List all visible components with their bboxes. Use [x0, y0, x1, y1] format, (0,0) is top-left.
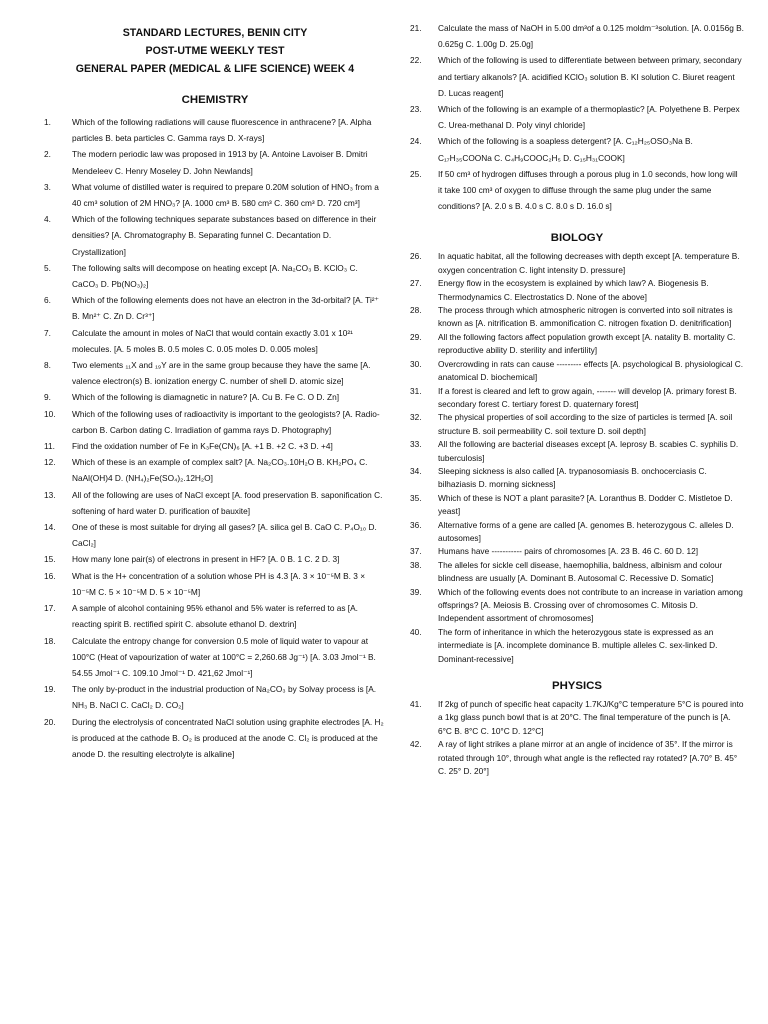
question-text: All the following factors affect population growth except [A. natality B. mortality C. reproductive ability D. sterility and infertility] [438, 331, 736, 356]
question-text: The following salts will decompose on heating except [A. Na₂CO₃ B. KClO₃ C. CaCO₃ D. Pb(NO₃)₂] [72, 262, 358, 290]
question-item [410, 626, 744, 666]
question-text: Which of the following elements does not have an electron in the 3d-orbital? [A. Ti²⁺ B. Mn²⁺ C. Zn D. Cr³⁺] [72, 295, 379, 322]
question-text: The alleles for sickle cell disease, haemophilia, baldness, albinism and colour blindness are usually [A. Dominant B. Autosomal C. Recessive D. Somatic] [438, 559, 723, 584]
question-text: A ray of light strikes a plane mirror at an angle of incidence of 35°. If the mirror is rotated through 10°, through what angle is the reflected ray rotated? [A.70° B. 45° C. 25° D. 20°] [438, 739, 738, 777]
question-text: Two elements ₁₁X and ₁₉Y are in the same group because they have the same [A. valence electron(s) B. ionization energy C. number of shell D. atomic size] [72, 360, 371, 387]
question-number: 37. [410, 546, 422, 557]
question-number: 42. [410, 739, 422, 750]
question-number: 29. [410, 331, 422, 342]
physics-question-list [410, 698, 744, 778]
question-text: The form of inheritance in which the heterozygous state is expressed as an intermediate is [A. incomplete dominance B. multiple alleles C. sex-linked D. Dominant-recessive] [438, 626, 718, 664]
question-text: Which of the following is a soapless detergent? [A. C₁₂H₂₅OSO₃Na B. C₁₇H₃₅COONa C. C₄H₉COOC₂H₅ D. C₁₅H₃₁COOK] [438, 136, 693, 163]
question-item [410, 358, 744, 385]
question-number: 24. [410, 136, 422, 147]
question-number: 3. [44, 181, 51, 192]
question-number: 1. [44, 117, 51, 127]
question-text: The process through which atmospheric nitrogen is converted into soil nitrates is known as [A. nitrification B. ammonification C. nitrogen fixation D. denitrification] [438, 305, 733, 329]
question-number: 8. [44, 360, 51, 371]
question-number: 33. [410, 439, 422, 450]
question-item [410, 133, 744, 165]
question-item [410, 519, 744, 546]
question-number: 11. [44, 441, 55, 452]
question-item [44, 519, 386, 551]
question-item [44, 389, 386, 405]
question-number: 26. [410, 251, 422, 262]
question-number: 15. [44, 554, 56, 565]
biology-question-list [410, 250, 744, 666]
question-item [410, 698, 744, 738]
header-line-2: POST-UTME WEEKLY TEST [145, 45, 285, 57]
question-item [44, 292, 386, 324]
document-header [44, 0, 386, 78]
question-number: 18. [44, 635, 56, 646]
question-item [44, 325, 386, 357]
question-number: 12. [44, 457, 56, 468]
question-item [410, 586, 744, 626]
header-line-1: STANDARD LECTURES, BENIN CITY [122, 27, 308, 39]
question-number: 39. [410, 586, 422, 597]
question-text: In aquatic habitat, all the following decreases with depth except [A. temperature B. oxygen concentration C. light intensity D. pressure] [438, 251, 740, 275]
question-text: The modern periodic law was proposed in 1913 by [A. Antoine Lavoiser B. Dmitri Mendeleev C. Henry Moseley D. John Newlands] [72, 149, 368, 176]
question-text: Which of the following is diamagnetic in nature? [A. Cu B. Fe C. O D. Zn] [72, 392, 339, 403]
question-item [44, 114, 386, 146]
question-text: If 50 cm³ of hydrogen diffuses through a porous plug in 1.0 seconds, how long will it take 100 cm³ of oxygen to diffuse through the same plug under the same conditions? [A. 2.0 s B. 4.0 s C. 8.0 s D. 16.0 s] [438, 168, 738, 212]
question-item [410, 20, 744, 52]
question-item [44, 487, 386, 519]
question-text: Alternative forms of a gene are called [A. genomes B. heterozygous C. alleles D. autosomes] [438, 519, 734, 543]
question-text: Find the oxidation number of Fe in K₃Fe(CN)₆ [A. +1 B. +2 C. +3 D. +4] [72, 441, 333, 452]
question-item [410, 492, 744, 519]
question-item [410, 331, 744, 358]
question-number: 10. [44, 408, 56, 419]
header-line-3: GENERAL PAPER (MEDICAL & LIFE SCIENCE) WEEK 4 [75, 63, 355, 75]
question-text: Which of these is an example of complex salt? [A. Na₂CO₃.10H₂O B. KH₂PO₄ C. NaAl(OH)4 D. (NH₄)₂Fe(SO₄)₂.12H₂O] [72, 457, 368, 484]
question-text: The physical properties of soil according to the size of particles is termed [A. soil structure B. soil permeability C. soil texture D. soil depth] [438, 412, 733, 436]
question-item [410, 277, 744, 304]
question-text: Calculate the amount in moles of NaCl that would contain exactly 3.01 x 10²¹ molecules. [A. 5 moles B. 0.5 moles C. 0.05 moles D. 0.005 moles] [72, 327, 353, 354]
chemistry-question-list-continued [410, 0, 744, 214]
question-text: During the electrolysis of concentrated NaCl solution using graphite electrodes [A. H₂ is produced at the cathode B. O₂ is produced at the anode C. Cl₂ is produced at the anode D. the resulting electrolyte is alkaline] [72, 716, 384, 759]
question-item [44, 179, 386, 211]
question-item [410, 545, 744, 558]
question-text: Which of the following radiations will cause fluorescence in anthracene? [A. Alpha particles B. beta particles C. Gamma rays D. X-rays] [72, 117, 372, 144]
question-item [44, 600, 386, 632]
question-text: Calculate the entropy change for conversion 0.5 mole of liquid water to vapour at 100°C (Heat of vapourization of water at 100°C = 2,260.68 Jg⁻¹) [A. 3.03 Jmol⁻¹ B. 54.55 Jmol⁻¹ C. 109.10 Jmol⁻¹ D. 421,62 Jmol⁻¹] [72, 635, 376, 678]
question-number: 6. [44, 295, 51, 306]
question-item [410, 465, 744, 492]
question-item [410, 250, 744, 277]
question-item [410, 166, 744, 215]
question-item [44, 568, 386, 600]
question-number: 13. [44, 489, 56, 500]
question-item [44, 357, 386, 389]
question-item [44, 714, 386, 763]
question-item [44, 260, 386, 292]
question-text: A sample of alcohol containing 95% ethanol and 5% water is referred to as [A. reacting spirit B. rectified spirit C. absolute ethanol D. dextrin] [72, 603, 358, 630]
question-number: 28. [410, 305, 422, 316]
question-item [44, 551, 386, 567]
section-title-chemistry: CHEMISTRY [181, 94, 249, 106]
question-number: 5. [44, 262, 51, 273]
question-item [44, 438, 386, 454]
question-item [44, 211, 386, 260]
question-text: Overcrowding in rats can cause --------- effects [A. psychological B. physiological C. anatomical D. biochemical] [438, 358, 744, 383]
question-text: All of the following are uses of NaCl except [A. food preservation B. saponification C. softening of hard water D. purification of bauxite] [72, 489, 383, 516]
question-number: 38. [410, 559, 422, 570]
question-text: How many lone pair(s) of electrons in present in HF? [A. 0 B. 1 C. 2 D. 3] [72, 554, 340, 565]
section-title-physics: PHYSICS [551, 680, 602, 693]
question-number: 35. [410, 492, 422, 503]
question-item [44, 146, 386, 178]
question-text: Sleeping sickness is also called [A. trypanosomiasis B. onchocerciasis C. bilhaziasis D. morning sickness] [438, 465, 707, 490]
section-title-biology: BIOLOGY [550, 232, 604, 245]
question-number: 32. [410, 412, 422, 423]
question-text: Which of these is NOT a plant parasite? [A. Loranthus B. Dodder C. Mistletoe D. yeast] [438, 492, 733, 517]
question-text: Which of the following is an example of a thermoplastic? [A. Polyethene B. Perpex C. Urea-methanal D. Poly vinyl chloride] [438, 104, 740, 131]
chemistry-question-list [44, 114, 386, 762]
question-item [410, 385, 744, 412]
question-number: 30. [410, 358, 422, 369]
question-number: 16. [44, 570, 56, 581]
question-number: 31. [410, 385, 422, 396]
question-number: 17. [44, 603, 56, 614]
question-item [44, 454, 386, 486]
question-text: Which of the following techniques separate substances based on difference in their densities? [A. Chromatography B. Separating funnel C. Decantation D. Crystallization] [72, 214, 377, 257]
question-number: 19. [44, 684, 56, 695]
question-item [44, 633, 386, 682]
question-text: What is the H+ concentration of a solution whose PH is 4.3 [A. 3 × 10⁻⁵M B. 3 × 10⁻⁵M C. 5 × 10⁻⁵M D. 5 × 10⁻⁵M] [72, 570, 366, 597]
question-number: 14. [44, 522, 56, 533]
question-number: 21. [410, 23, 422, 33]
question-number: 36. [410, 519, 422, 530]
question-item [410, 559, 744, 586]
question-number: 40. [410, 626, 422, 637]
question-text: What volume of distilled water is required to prepare 0.20M solution of HNO₃ from a 40 cm³ solution of 2M HNO₃? [A. 1000 cm³ B. 580 cm³ C. 360 cm³ D. 720 cm³] [72, 181, 379, 209]
question-item [410, 738, 744, 778]
left-column [44, 0, 386, 762]
question-item [44, 406, 386, 438]
right-column [410, 0, 744, 778]
question-number: 27. [410, 278, 422, 289]
question-text: If 2kg of punch of specific heat capacity 1.7KJ/Kg°C temperature 5°C is poured into a 1kg glass punch bowl that is at 20°C. The final temperature of the punch is [A. 6°C B. 8°C C. 10°C D. 12°C] [438, 699, 744, 736]
question-number: 22. [410, 55, 422, 66]
question-number: 34. [410, 465, 422, 476]
question-text: If a forest is cleared and left to grow again, ------- will develop [A. primary forest B. secondary forest C. tertiary forest D. quaternary forest] [438, 385, 737, 409]
question-item [410, 52, 744, 101]
question-number: 9. [44, 392, 51, 403]
question-number: 7. [44, 327, 51, 338]
question-number: 4. [44, 214, 51, 225]
question-text: Which of the following events does not contribute to an increase in variation among offsprings? [A. Meiosis B. Crossing over of chromosomes C. Mitosis D. Independent assortment of chromosomes] [438, 586, 743, 624]
question-text: Energy flow in the ecosystem is explained by which law? A. Biogenesis B. Thermodynamics C. Electrostatics D. None of the above] [438, 278, 709, 302]
question-item [410, 438, 744, 465]
question-text: The only by-product in the industrial production of Na₂CO₃ by Solvay process is [A. NH₃ B. NaCl C. CaCl₂ D. CO₂] [72, 684, 377, 711]
question-item [410, 101, 744, 133]
question-text: One of these is most suitable for drying all gases? [A. silica gel B. CaO C. P₄O₁₀ D. CaCl₂] [72, 522, 377, 549]
question-item [410, 411, 744, 438]
question-number: 41. [410, 699, 422, 710]
question-item [410, 304, 744, 331]
question-text: Which of the following is used to differentiate between between primary, secondary and tertiary alkanols? [A. acidified KClO₃ solution B. KI solution C. Biuret reagent D. Lucas reagent] [438, 55, 742, 98]
question-text: All the following are bacterial diseases except [A. leprosy B. scabies C. syphilis D. tuberculosis] [438, 439, 739, 463]
question-text: Which of the following uses of radioactivity is important to the geologists? [A. Radio-carbon B. Carbon dating C. Irradiation of gamma rays D. Photography] [72, 408, 380, 435]
question-text: Calculate the mass of NaOH in 5.00 dm³of a 0.125 moldm⁻³solution. [A. 0.0156g B. 0.625g C. 1.00g D. 25.0g] [438, 23, 744, 50]
question-number: 2. [44, 149, 51, 160]
question-number: 25. [410, 168, 422, 179]
question-item [44, 681, 386, 713]
question-number: 20. [44, 716, 56, 727]
question-number: 23. [410, 104, 422, 115]
question-text: Humans have ----------- pairs of chromosomes [A. 23 B. 46 C. 60 D. 12] [438, 546, 699, 557]
